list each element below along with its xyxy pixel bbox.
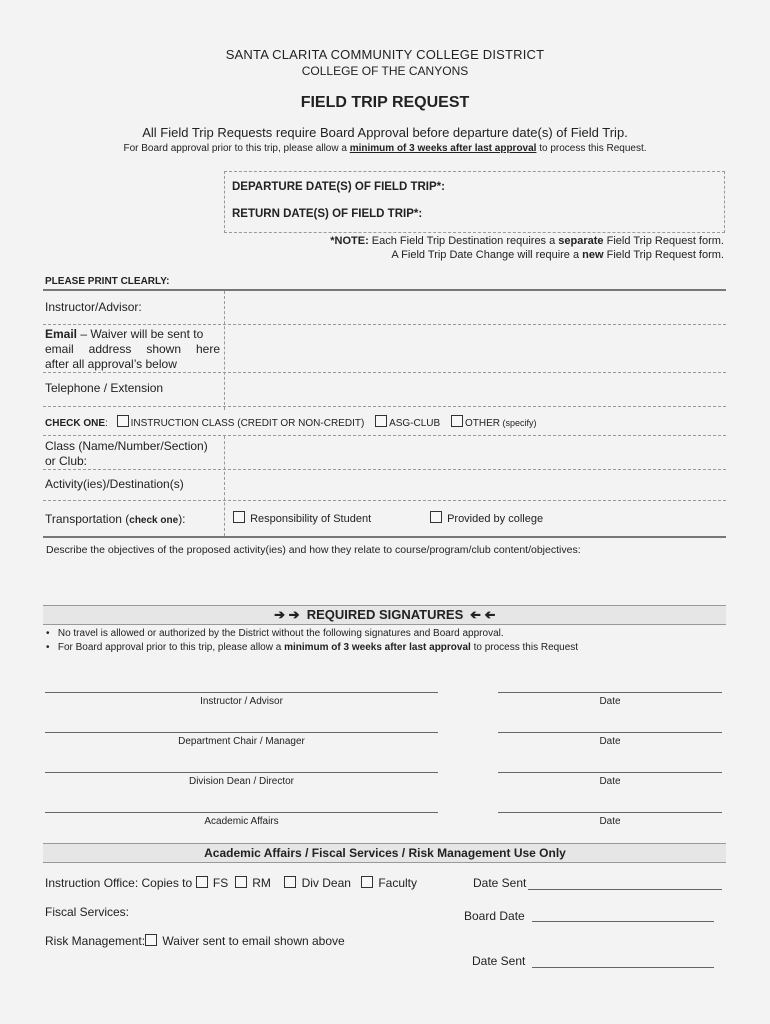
form-bottom-rule <box>43 536 726 538</box>
academic-affairs-date-line[interactable] <box>498 812 722 813</box>
row-rule <box>43 324 726 325</box>
board-date-label: Board Date <box>464 909 525 923</box>
sig-date-label: Date <box>599 776 621 787</box>
note-label: *NOTE: <box>330 235 369 247</box>
allow-prefix: For Board approval prior to this trip, please allow a <box>123 143 350 154</box>
student-label: Responsibility of Student <box>250 513 372 525</box>
risk-management-row <box>45 934 345 948</box>
print-clearly-label: PLEASE PRINT CLEARLY: <box>45 276 170 287</box>
check-one-colon: : <box>105 418 108 429</box>
dean-signature-line[interactable] <box>45 772 438 773</box>
describe-field[interactable] <box>46 560 724 600</box>
email-bold: Email <box>45 327 78 341</box>
note-l1a: Each Field Trip Destination requires a <box>368 235 559 247</box>
email-line-3: after all approval’s below <box>45 357 177 371</box>
fs-checkbox[interactable] <box>196 876 208 888</box>
date-sent-label: Date Sent <box>473 876 527 890</box>
student-checkbox[interactable] <box>233 511 245 523</box>
note-l1c: Field Trip Request form. <box>603 235 724 247</box>
div-dean-checkbox[interactable] <box>284 876 296 888</box>
other-specify: (specify) <box>499 418 537 428</box>
note-l1b: separate <box>558 235 604 247</box>
academic-affairs-signature-line[interactable] <box>45 812 438 813</box>
board-date-line[interactable] <box>532 921 714 922</box>
instructor-date-line[interactable] <box>498 692 722 693</box>
fs-label: FS <box>212 876 229 890</box>
signatures-title: REQUIRED SIGNATURES <box>306 607 464 622</box>
office-use-heading: Academic Affairs / Fiscal Services / Risk Management Use Only <box>204 846 566 860</box>
email-rest: – Waiver will be sent to <box>77 327 204 341</box>
transport-a: Transportation ( <box>45 512 130 526</box>
telephone-field[interactable] <box>228 376 724 404</box>
faculty-checkbox[interactable] <box>361 876 373 888</box>
row-rule <box>43 435 726 436</box>
instruction-office-label: Instruction Office: Copies to <box>45 876 193 890</box>
allow-bold: minimum of 3 weeks after last approval <box>349 143 537 154</box>
row-rule <box>43 372 726 373</box>
telephone-label: Telephone / Extension <box>45 381 164 395</box>
fiscal-services-label: Fiscal Services: <box>45 905 130 919</box>
transport-b: check one <box>129 515 179 526</box>
sig-label: Department Chair / Manager <box>178 736 305 747</box>
college-checkbox[interactable] <box>430 511 442 523</box>
activity-label: Activity(ies)/Destination(s) <box>45 477 184 491</box>
note-line-2 <box>391 249 724 261</box>
instruction-office-row <box>45 876 417 890</box>
college-label: Provided by college <box>447 513 544 525</box>
rm-label: RM <box>252 876 271 890</box>
student-option <box>233 511 371 525</box>
class-line-2: or Club: <box>45 454 88 468</box>
arrows-left: ➔ ➔ <box>274 607 300 622</box>
note-line-1 <box>330 235 724 247</box>
other-label: OTHER <box>464 418 500 429</box>
allow-suffix: to process this Request. <box>536 143 647 154</box>
date-sent-2-line[interactable] <box>532 967 714 968</box>
page-title: FIELD TRIP REQUEST <box>300 94 470 111</box>
return-date-label: RETURN DATE(S) OF FIELD TRIP*: <box>232 208 423 220</box>
chair-signature-line[interactable] <box>45 732 438 733</box>
email-field[interactable] <box>228 328 724 370</box>
transport-c: ): <box>178 512 186 526</box>
sig-label: Instructor / Advisor <box>200 696 283 707</box>
activity-field[interactable] <box>228 472 724 498</box>
class-label <box>45 439 208 469</box>
board-approval-note: All Field Trip Requests require Board Approval before departure date(s) of Field Trip. <box>142 125 628 140</box>
arrows-right: ➔ ➔ <box>470 607 496 622</box>
sig-date-label: Date <box>599 816 621 827</box>
note-l2a: A Field Trip Date Change will require a <box>391 249 583 261</box>
email-label <box>45 327 220 372</box>
waiver-label: Waiver sent to email shown above <box>162 934 345 948</box>
instructor-field[interactable] <box>228 294 724 322</box>
bullet-1: • No travel is allowed or authorized by the District without the following signatures and Board approval. <box>46 628 504 639</box>
bullet-2b: minimum of 3 weeks after last approval <box>284 642 471 653</box>
risk-management-label: Risk Management: <box>45 934 146 948</box>
class-field[interactable] <box>228 439 724 467</box>
return-date-field[interactable] <box>450 205 718 221</box>
waiver-checkbox[interactable] <box>145 934 157 946</box>
instructor-signature-line[interactable] <box>45 692 438 693</box>
sig-label: Academic Affairs <box>204 816 279 827</box>
instructor-label: Instructor/Advisor: <box>45 300 142 314</box>
sig-label: Division Dean / Director <box>188 776 295 787</box>
date-sent-line[interactable] <box>528 889 722 890</box>
note-l2b: new <box>582 249 604 261</box>
dean-date-line[interactable] <box>498 772 722 773</box>
asg-club-checkbox[interactable] <box>375 415 387 427</box>
instruction-class-checkbox[interactable] <box>117 415 129 427</box>
date-sent-2-label: Date Sent <box>472 954 526 968</box>
allow-note <box>0 143 770 154</box>
bullet-2: • For Board approval prior to this trip, please allow a minimum of 3 weeks after last approval to process this Request <box>46 642 579 653</box>
bullet-1-text: No travel is allowed or authorized by the District without the following signatures and Board approval. <box>57 628 504 639</box>
class-line-1: Class (Name/Number/Section) <box>45 439 208 453</box>
district-name: SANTA CLARITA COMMUNITY COLLEGE DISTRICT <box>225 47 545 62</box>
email-line-2: email address shown here <box>45 342 220 356</box>
other-checkbox[interactable] <box>451 415 463 427</box>
describe-label: Describe the objectives of the proposed activity(ies) and how they relate to course/program/club content/objectives: <box>46 544 581 556</box>
sig-date-label: Date <box>599 696 621 707</box>
row-rule <box>43 406 726 407</box>
form-divider-lower <box>224 436 225 536</box>
row-rule <box>43 469 726 470</box>
asg-club-label: ASG-CLUB <box>389 418 441 429</box>
signatures-heading <box>0 607 770 623</box>
row-rule <box>43 500 726 501</box>
instruction-class-label: INSTRUCTION CLASS (CREDIT OR NON-CREDIT) <box>130 418 365 429</box>
form-divider-upper <box>224 291 225 410</box>
rm-checkbox[interactable] <box>235 876 247 888</box>
college-name: COLLEGE OF THE CANYONS <box>301 64 469 78</box>
div-dean-label: Div Dean <box>301 876 351 890</box>
transportation-label <box>45 512 186 526</box>
departure-date-field[interactable] <box>470 178 718 194</box>
check-one-label: CHECK ONE <box>45 418 106 429</box>
check-one-row <box>45 415 537 429</box>
chair-date-line[interactable] <box>498 732 722 733</box>
form-top-rule <box>43 289 726 291</box>
note-l2c: Field Trip Request form. <box>603 249 724 261</box>
sig-date-label: Date <box>599 736 621 747</box>
college-option <box>430 511 543 525</box>
faculty-label: Faculty <box>378 876 417 890</box>
bullet-2a: For Board approval prior to this trip, please allow a <box>57 642 285 653</box>
bullet-2c: to process this Request <box>470 642 579 653</box>
departure-date-label: DEPARTURE DATE(S) OF FIELD TRIP*: <box>232 181 445 193</box>
